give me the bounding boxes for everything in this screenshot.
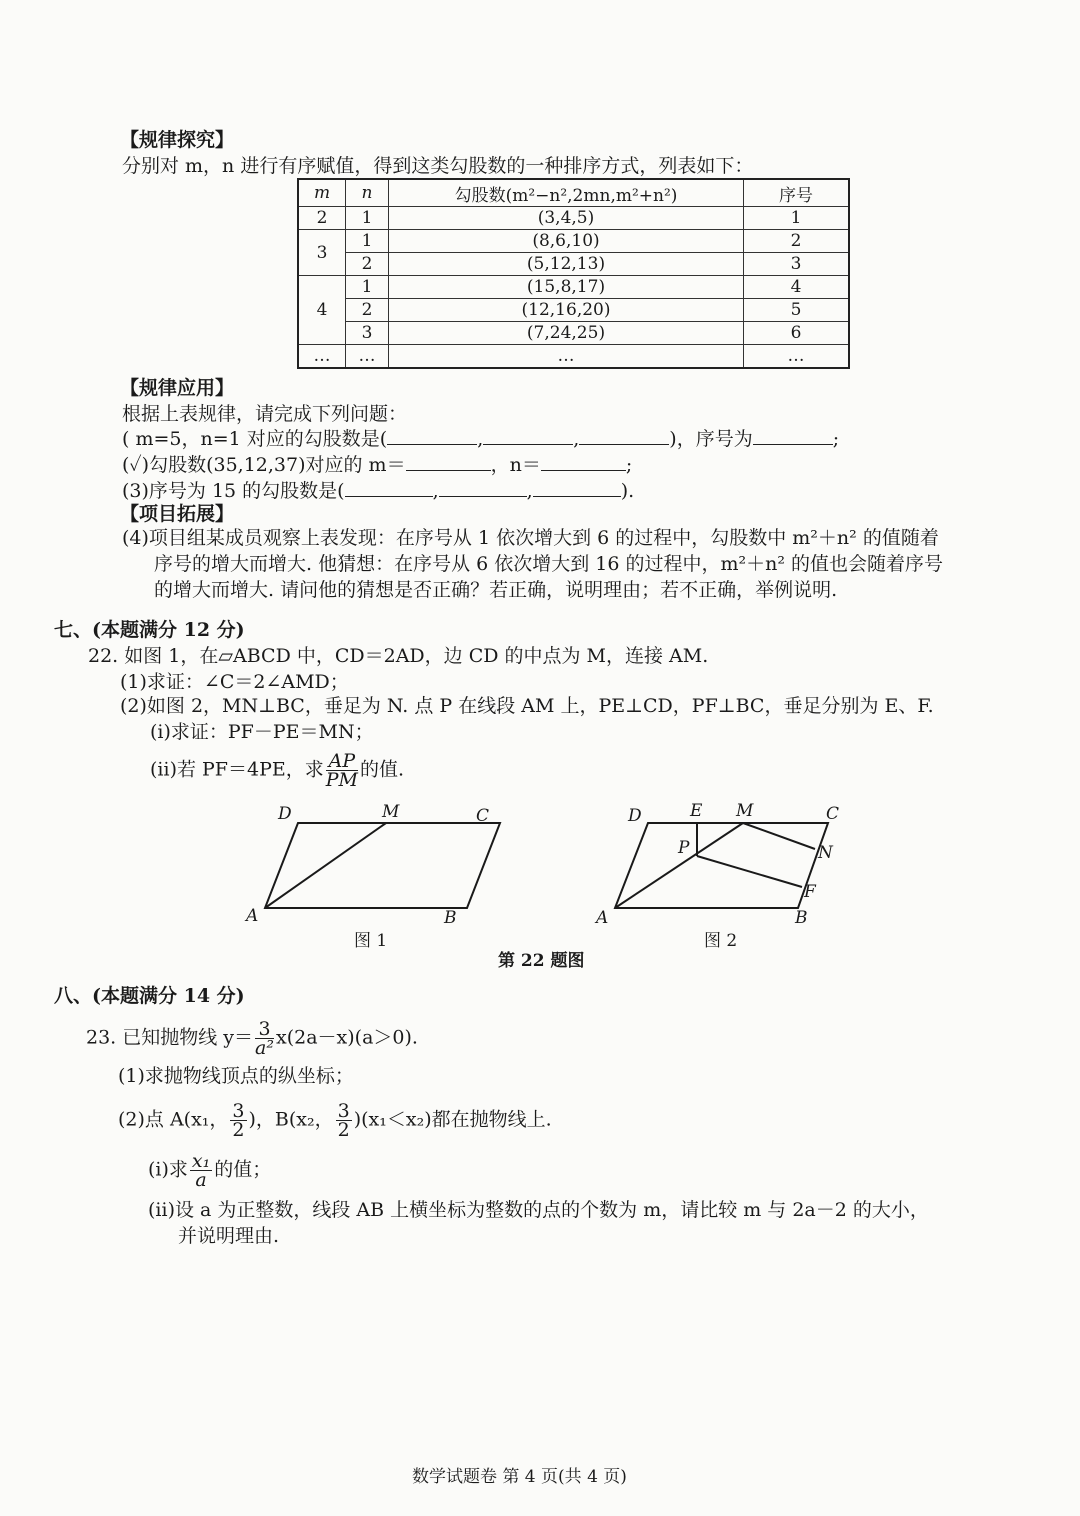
figure-group-caption: 第 22 题图 — [498, 951, 585, 971]
table-cell-n: 2 — [346, 299, 389, 322]
table-cell-n: 1 — [346, 276, 389, 299]
fraction-denominator: 2 — [232, 1119, 245, 1141]
table-cell-triple: (5,12,13) — [389, 253, 744, 276]
table-cell-m: 2 — [298, 207, 346, 230]
table-cell-triple: (15,8,17) — [389, 276, 744, 299]
section-heading-extend: 【项目拓展】 — [120, 503, 235, 525]
question-23-1: (1)求抛物线顶点的纵坐标； — [118, 1065, 354, 1087]
label-D: D — [628, 806, 642, 826]
q1-text-b: )，序号为 — [669, 428, 753, 450]
extend-line: 序号的增大而增大. 他猜想：在序号从 6 依次增大到 16 的过程中，m²＋n² 的值也会随着序号 — [154, 553, 944, 575]
table-cell-m: 4 — [298, 276, 346, 345]
table-cell-index: 5 — [744, 299, 850, 322]
q22-2ii-text-b: 的值. — [359, 758, 405, 781]
answer-blank[interactable] — [387, 426, 477, 445]
part-heading: 八、(本题满分 14 分) — [54, 985, 245, 1007]
answer-blank[interactable] — [541, 452, 626, 471]
question-22-1: (1)求证：∠C＝2∠AMD； — [120, 671, 349, 693]
page-footer: 数学试题卷 第 4 页(共 4 页) — [412, 1467, 627, 1487]
label-A: A — [246, 906, 259, 926]
section-heading-apply: 【规律应用】 — [120, 377, 235, 399]
fraction-numerator: x₁ — [191, 1150, 211, 1172]
figure-2-diagram — [615, 823, 828, 908]
answer-blank[interactable] — [406, 452, 491, 471]
question-22-2ii — [150, 752, 404, 789]
answer-blank[interactable] — [439, 478, 527, 497]
table-cell-index: 4 — [744, 276, 850, 299]
table-header: 勾股数(m²−n²,2mn,m²+n²) — [389, 179, 744, 207]
label-C: C — [826, 804, 840, 824]
question-23-2 — [118, 1102, 552, 1139]
q23-2-text-b: )，B(x₂， — [248, 1108, 334, 1131]
table-cell-n: 1 — [346, 230, 389, 253]
table-header-row — [298, 179, 849, 207]
label-B: B — [444, 908, 457, 928]
q23-text-a: 23. 已知抛物线 y＝ — [86, 1026, 254, 1049]
label-C: C — [476, 806, 490, 826]
answer-blank[interactable] — [345, 478, 433, 497]
table-cell-index: 1 — [744, 207, 850, 230]
label-N: N — [818, 843, 833, 863]
table-cell-index: 3 — [744, 253, 850, 276]
section-heading-explore: 【规律探究】 — [120, 129, 235, 151]
table-header: m — [298, 179, 346, 207]
table-cell-triple: (12,16,20) — [389, 299, 744, 322]
fraction-numerator: 3 — [337, 1100, 350, 1122]
table-row — [298, 253, 849, 276]
question-23-2ii-cont: 并说明理由. — [178, 1225, 280, 1247]
table-cell-ellipsis: … — [346, 345, 389, 369]
table-cell-n: 1 — [346, 207, 389, 230]
q2-text-a: (✓)勾股数(35,12,37)对应的 m＝ — [122, 454, 406, 476]
fraction-denominator: 2 — [337, 1119, 350, 1141]
fraction-3-over-2 — [230, 1102, 246, 1139]
question-3: (3)序号为 15 的勾股数是( , , ). — [122, 480, 635, 502]
question-22: 22. 如图 1，在▱ABCD 中，CD＝2AD，边 CD 的中点为 M，连接 AM. — [88, 645, 709, 667]
table-cell-ellipsis: … — [389, 345, 744, 369]
fraction-x1-over-a — [190, 1152, 212, 1189]
question-23-2ii: (ⅱ)设 a 为正整数，线段 AB 上横坐标为整数的点的个数为 m，请比较 m 与 2a－2 的大小， — [148, 1199, 929, 1221]
label-E: E — [690, 801, 703, 821]
figure-1-diagram — [265, 823, 500, 908]
q1-text-a: ( m=5，n=1 对应的勾股数是( — [122, 428, 388, 450]
fraction-ap-pm — [326, 752, 358, 789]
q23-text-b: x(2a－x)(a＞0). — [275, 1026, 418, 1049]
fraction-numerator: AP — [326, 752, 358, 771]
answer-blank[interactable] — [483, 426, 573, 445]
label-M: M — [736, 801, 754, 821]
figure-2-caption: 图 2 — [704, 931, 738, 951]
extend-line: (4)项目组某成员观察上表发现：在序号从 1 依次增大到 6 的过程中，勾股数中 m²＋n² 的值随着 — [122, 527, 939, 549]
table-cell-ellipsis: … — [298, 345, 346, 369]
table-cell-triple: (8,6,10) — [389, 230, 744, 253]
q2-text-b: ，n＝ — [490, 454, 541, 476]
q23-2-text-a: (2)点 A(x₁， — [118, 1108, 229, 1131]
table-cell-index: 6 — [744, 322, 850, 345]
table-cell-ellipsis: … — [744, 345, 850, 369]
question-1: ( m=5，n=1 对应的勾股数是( , , )，序号为 ; — [122, 428, 840, 450]
table-header: n — [346, 179, 389, 207]
part-heading: 七、(本题满分 12 分) — [54, 619, 245, 641]
label-P: P — [678, 838, 690, 858]
table-cell-triple: (7,24,25) — [389, 322, 744, 345]
table-row — [298, 207, 849, 230]
fraction-denominator: PM — [325, 769, 358, 791]
fraction-numerator: 3 — [255, 1020, 274, 1039]
table-cell-index: 2 — [744, 230, 850, 253]
label-M: M — [382, 802, 400, 822]
apply-intro: 根据上表规律，请完成下列问题： — [122, 403, 408, 425]
label-F: F — [804, 882, 816, 902]
question-23 — [86, 1020, 418, 1057]
question-22-2: (2)如图 2，MN⊥BC，垂足为 N. 点 P 在线段 AM 上，PE⊥CD，PF⊥BC，垂足分别为 E、F. — [120, 695, 934, 717]
answer-blank[interactable] — [579, 426, 669, 445]
answer-blank[interactable] — [753, 426, 833, 445]
table-cell-n: 3 — [346, 322, 389, 345]
table-row — [298, 322, 849, 345]
explore-intro: 分别对 m，n 进行有序赋值，得到这类勾股数的一种排序方式，列表如下： — [122, 155, 754, 177]
table-cell-m: 3 — [298, 230, 346, 276]
fraction-denominator: a — [195, 1169, 207, 1191]
question-23-2i — [148, 1152, 271, 1189]
fraction-numerator: 3 — [232, 1100, 245, 1122]
label-D: D — [278, 804, 292, 824]
question-2: (✓)勾股数(35,12,37)对应的 m＝ ，n＝ ; — [122, 454, 633, 476]
question-22-2i: (ⅰ)求证：PF－PE＝MN； — [150, 721, 374, 743]
figure-1-caption: 图 1 — [354, 931, 388, 951]
q23-2i-text-a: (ⅰ)求 — [148, 1158, 188, 1181]
table-row — [298, 276, 849, 299]
q23-2-text-c: )(x₁＜x₂)都在抛物线上. — [353, 1108, 552, 1131]
table-row — [298, 299, 849, 322]
extend-line: 的增大而增大. 请问他的猜想是否正确？若正确，说明理由；若不正确，举例说明. — [154, 579, 838, 601]
table-cell-n: 2 — [346, 253, 389, 276]
q22-2ii-text-a: (ⅱ)若 PF＝4PE，求 — [150, 758, 324, 781]
label-B: B — [795, 908, 808, 928]
q3-text-a: (3)序号为 15 的勾股数是( — [122, 480, 345, 502]
q23-2i-text-b: 的值； — [214, 1158, 272, 1181]
table-cell-triple: (3,4,5) — [389, 207, 744, 230]
answer-blank[interactable] — [533, 478, 621, 497]
fraction-3-over-a2 — [255, 1020, 274, 1057]
fraction-3-over-2 — [336, 1102, 352, 1139]
table-header: 序号 — [744, 179, 850, 207]
table-row — [298, 230, 849, 253]
table-row — [298, 345, 849, 369]
label-A: A — [596, 908, 609, 928]
fraction-denominator: a² — [255, 1037, 274, 1059]
pythagorean-table — [297, 178, 850, 369]
